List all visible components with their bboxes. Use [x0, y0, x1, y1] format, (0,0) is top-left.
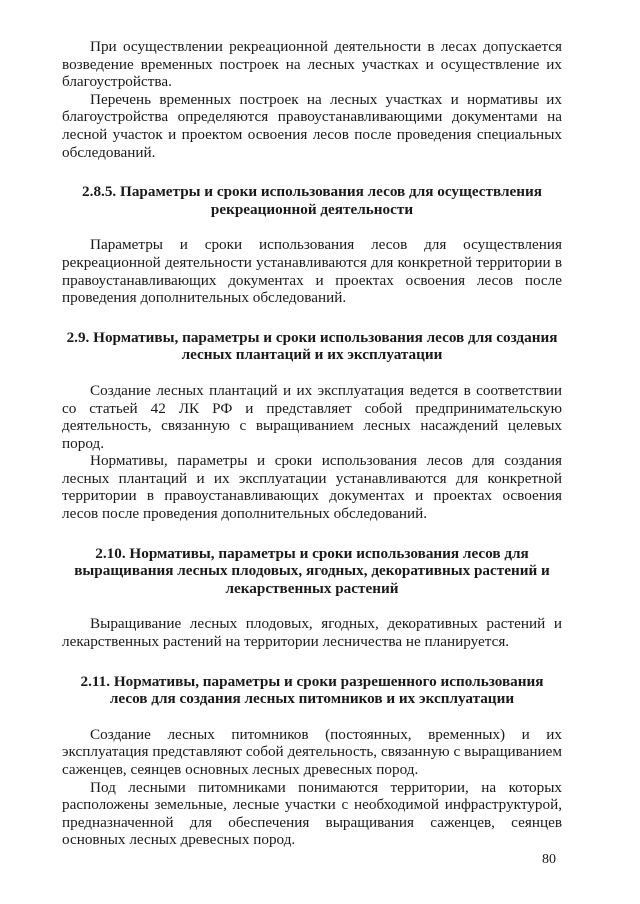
paragraph: При осуществлении рекреационной деятельности в лесах допускается возведение временных построек на лесных участках и осуществление их благоустройства. [62, 38, 562, 91]
section-heading-2-8-5: 2.8.5. Параметры и сроки использования лесов для осуществления рекреационной деятельности [82, 183, 542, 218]
paragraph: Создание лесных плантаций и их эксплуатация ведется в соответствии со статьей 42 ЛК РФ и представляет собой предпринимательскую деятельность, связанную с выращиванием лесных насаждений целевых пород. [62, 381, 562, 452]
document-page [62, 38, 562, 849]
paragraph: Под лесными питомниками понимаются территории, на которых расположены земельные, лесные участки с необходимой инфраструктурой, предназначенной для обеспечения выращивания саженцев, сеянцев основных лесных древесных пород. [62, 778, 562, 849]
paragraph: Параметры и сроки использования лесов для осуществления рекреационной деятельности устанавливаются для конкретной территории в правоустанавливающих документах и проектах освоения лесов после проведения дополнительных обследований. [62, 236, 562, 307]
paragraph: Перечень временных построек на лесных участках и нормативы их благоустройства определяются правоустанавливающими документами на лесной участок и проектом освоения лесов после проведения специальных обследований. [62, 90, 562, 161]
section-heading-2-11: 2.11. Нормативы, параметры и сроки разрешенного использования лесов для создания лесных питомников и их эксплуатации [80, 672, 544, 708]
section-heading-2-10: 2.10. Нормативы, параметры и сроки использования лесов для выращивания лесных плодовых, ягодных, декоративных растений и лекарственных растений [74, 544, 550, 597]
paragraph: Выращивание лесных плодовых, ягодных, декоративных растений и лекарственных растений на территории лесничества не планируется. [62, 615, 562, 651]
page-number: 80 [542, 852, 556, 867]
paragraph: Нормативы, параметры и сроки использования лесов для создания лесных плантаций и их эксплуатации устанавливаются для конкретной территории в правоустанавливающих документах и проектах освоения лесов после проведения дополнительных обследований. [62, 452, 562, 523]
section-heading-2-9: 2.9. Нормативы, параметры и сроки использования лесов для создания лесных плантаций и их эксплуатации [66, 328, 558, 364]
paragraph: Создание лесных питомников (постоянных, временных) и их эксплуатация представляют собой деятельность, связанную с выращиванием саженцев, сеянцев основных лесных древесных пород. [62, 725, 562, 778]
